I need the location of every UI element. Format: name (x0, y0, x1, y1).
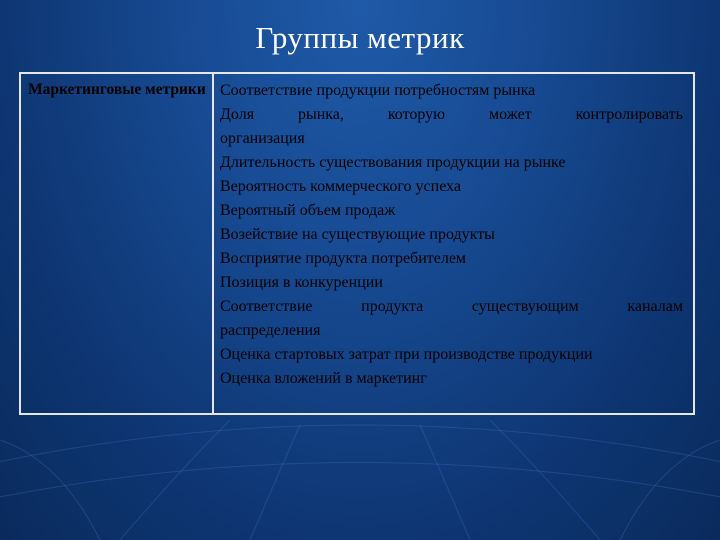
metric-item: Доля рынка, которую может контролировать (220, 106, 683, 123)
metric-item-continuation: распределения (220, 322, 321, 339)
metric-item: Вероятный объем продаж (220, 202, 396, 219)
metric-item: Соответствие продукта существующим каналам (220, 298, 683, 315)
metric-item: Оценка стартовых затрат при производстве продукции (220, 346, 593, 363)
metric-item-continuation: организация (220, 130, 305, 147)
category-cell (21, 74, 214, 413)
category-label: Маркетинговые метрики (28, 81, 206, 98)
metric-item: Возействие на существующие продукты (220, 226, 495, 243)
slide-title: Группы метрик (255, 20, 465, 55)
metrics-table (19, 72, 695, 415)
metric-item: Вероятность коммерческого успеха (220, 178, 461, 195)
metric-item: Соответствие продукции потребностям рынка (220, 82, 536, 99)
metric-item: Оценка вложений в маркетинг (220, 370, 427, 387)
metric-item: Позиция в конкуренции (220, 274, 383, 291)
metric-item: Длительность существования продукции на рынке (220, 154, 566, 171)
metrics-list-cell (214, 74, 693, 413)
metric-item: Восприятие продукта потребителем (220, 250, 467, 267)
